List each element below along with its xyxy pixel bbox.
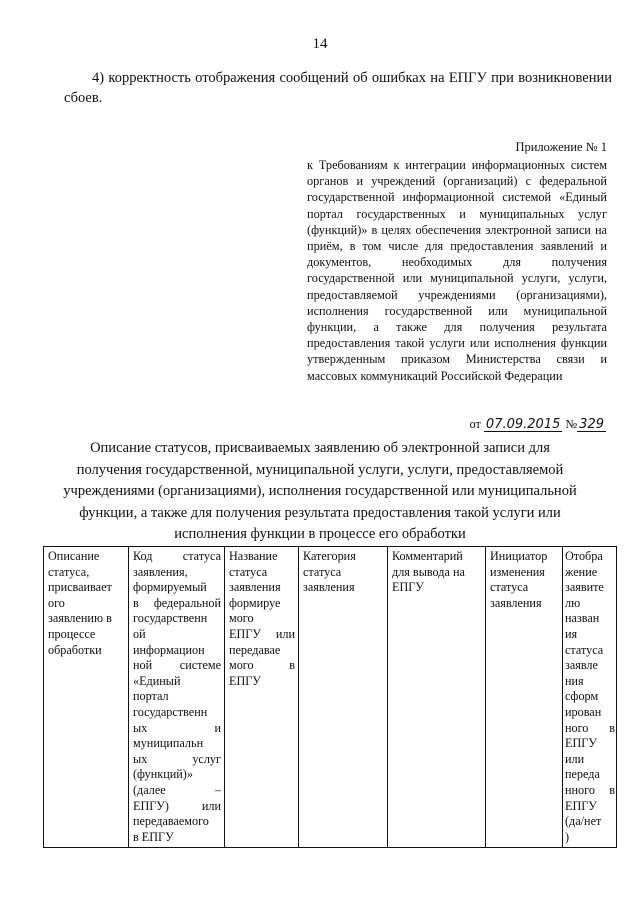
header-cell-line: лю bbox=[565, 595, 581, 610]
header-cell-line: статуса bbox=[565, 642, 604, 657]
header-cell-line: ирован bbox=[565, 704, 602, 719]
header-cell-category bbox=[299, 547, 388, 848]
header-cell-line: ых услуг bbox=[133, 751, 221, 766]
appendix-text: к Требованиям к интеграции информационных систем органов и учреждений (организаций) с федеральной государственной информационной системой «Единый портал государственных и муниципальных услуг (функций)» в целях обеспечения электронной записи на приём, в том числе для предоставления заявлений и документов, необходимых для получения государственной или муниципальной услуги, услуги, предоставляемой учреждениями (организациями), исполнения государственной или муниципальной функции, а также для получения результата предоставления такой услуги или исполнения функции утвержденным приказом Министерства связи и массовых коммуникаций Российской Федерации bbox=[307, 158, 607, 383]
header-cell-comment bbox=[388, 547, 486, 848]
heading-line: исполнения функции в процессе его обработки bbox=[174, 526, 466, 542]
handwritten-number: 329 bbox=[579, 417, 604, 432]
heading-line: Описание статусов, присваиваемых заявлению об электронной записи для bbox=[90, 440, 550, 456]
header-cell-line: ной системе bbox=[133, 658, 221, 673]
heading-line: получения государственной, муниципальной услуги, услуги, предоставляемой bbox=[76, 461, 564, 478]
header-cell-line: государственн bbox=[133, 611, 208, 626]
header-cell-line: ния bbox=[565, 673, 584, 688]
header-cell-line: мого в bbox=[229, 658, 295, 673]
header-cell-line: изменения bbox=[490, 564, 545, 579]
header-cell-status-code bbox=[129, 547, 225, 848]
header-cell-line: ых и bbox=[133, 720, 221, 735]
header-cell-line: передаваемого bbox=[133, 814, 209, 829]
header-cell-line: ого bbox=[48, 595, 65, 610]
header-cell-line: статуса bbox=[490, 580, 529, 595]
header-cell-line: информацион bbox=[133, 642, 205, 657]
header-cell-line: переда bbox=[565, 767, 600, 782]
header-cell-line: ного в bbox=[565, 720, 615, 735]
appendix-body bbox=[307, 157, 607, 384]
header-cell-line: статуса bbox=[303, 564, 342, 579]
table-header-row bbox=[44, 547, 617, 848]
header-cell-line: заявите bbox=[565, 580, 604, 595]
header-cell-line: Название bbox=[229, 549, 278, 563]
header-cell-line: (далее – bbox=[133, 782, 221, 797]
header-cell-line: ой bbox=[133, 626, 146, 641]
header-cell-line: обработки bbox=[48, 642, 102, 657]
page-number: 14 bbox=[312, 36, 328, 52]
header-cell-line: Комментарий bbox=[392, 549, 463, 563]
header-cell-description bbox=[44, 547, 129, 848]
header-cell-line: (да/нет bbox=[565, 814, 602, 829]
header-cell-line: статуса bbox=[229, 564, 268, 579]
heading-line: функции, а также для получения результата предоставления такой услуги или bbox=[79, 504, 561, 521]
header-cell-line: в федеральной bbox=[133, 595, 221, 610]
header-cell-line: ЕПГУ или bbox=[229, 626, 295, 641]
header-cell-line: ия bbox=[565, 626, 578, 641]
header-cell-line: заявления bbox=[303, 580, 355, 595]
header-cell-line: ЕПГУ) или bbox=[133, 798, 221, 813]
header-cell-line: муниципальн bbox=[133, 736, 204, 751]
number-prefix: № bbox=[565, 417, 578, 431]
header-cell-line: заявления, bbox=[133, 564, 188, 579]
header-cell-line: жение bbox=[565, 564, 598, 579]
header-cell-line: ) bbox=[565, 829, 570, 844]
header-cell-line: ЕПГУ bbox=[565, 798, 597, 813]
section-heading bbox=[44, 438, 596, 546]
header-cell-line: присваивает bbox=[48, 580, 112, 595]
header-cell-line: заявле bbox=[565, 658, 598, 673]
header-cell-line: передавае bbox=[229, 642, 281, 657]
header-cell-line: или bbox=[565, 751, 585, 766]
header-cell-line: государственн bbox=[133, 704, 208, 719]
header-cell-line: Отобра bbox=[565, 549, 603, 563]
appendix-date-line bbox=[469, 417, 606, 432]
header-cell-line: ЕПГУ bbox=[229, 673, 261, 688]
header-cell-line: заявления bbox=[229, 580, 281, 595]
header-cell-line: заявления bbox=[490, 595, 542, 610]
status-table bbox=[43, 546, 617, 848]
header-cell-line: нного в bbox=[565, 782, 615, 797]
header-cell-line: ЕПГУ bbox=[565, 736, 597, 751]
header-cell-line: портал bbox=[133, 689, 169, 704]
header-cell-display bbox=[563, 547, 617, 848]
header-cell-line: сформ bbox=[565, 689, 599, 704]
header-cell-line: мого bbox=[229, 611, 254, 626]
header-cell-status-name bbox=[225, 547, 299, 848]
paragraph-item-4: 4) корректность отображения сообщений об ошибках на ЕПГУ при возникновении сбоев. bbox=[64, 70, 612, 106]
header-cell-line: формируемый bbox=[133, 580, 207, 595]
header-cell-line: заявлению в bbox=[48, 611, 112, 626]
appendix-title: Приложение № 1 bbox=[515, 140, 607, 154]
header-cell-line: формируе bbox=[229, 595, 281, 610]
header-cell-line: для вывода на bbox=[392, 564, 465, 579]
header-cell-line: в ЕПГУ bbox=[133, 829, 174, 844]
header-cell-line: Категория bbox=[303, 549, 356, 563]
date-prefix: от bbox=[469, 417, 481, 431]
header-cell-line: Код статуса bbox=[133, 549, 221, 563]
header-cell-line: Инициатор bbox=[490, 549, 548, 563]
header-cell-line: Описание bbox=[48, 549, 100, 563]
header-cell-line: ЕПГУ bbox=[392, 580, 424, 595]
header-cell-line: статуса, bbox=[48, 564, 90, 579]
header-cell-line: (функций)» bbox=[133, 767, 193, 782]
header-cell-line: назван bbox=[565, 611, 600, 626]
header-cell-initiator bbox=[486, 547, 563, 848]
header-cell-line: «Единый bbox=[133, 673, 181, 688]
header-cell-line: процессе bbox=[48, 626, 96, 641]
heading-line: учреждениями (организациями), исполнения государственной или муниципальной bbox=[63, 483, 577, 499]
handwritten-date: 07.09.2015 bbox=[485, 417, 561, 432]
